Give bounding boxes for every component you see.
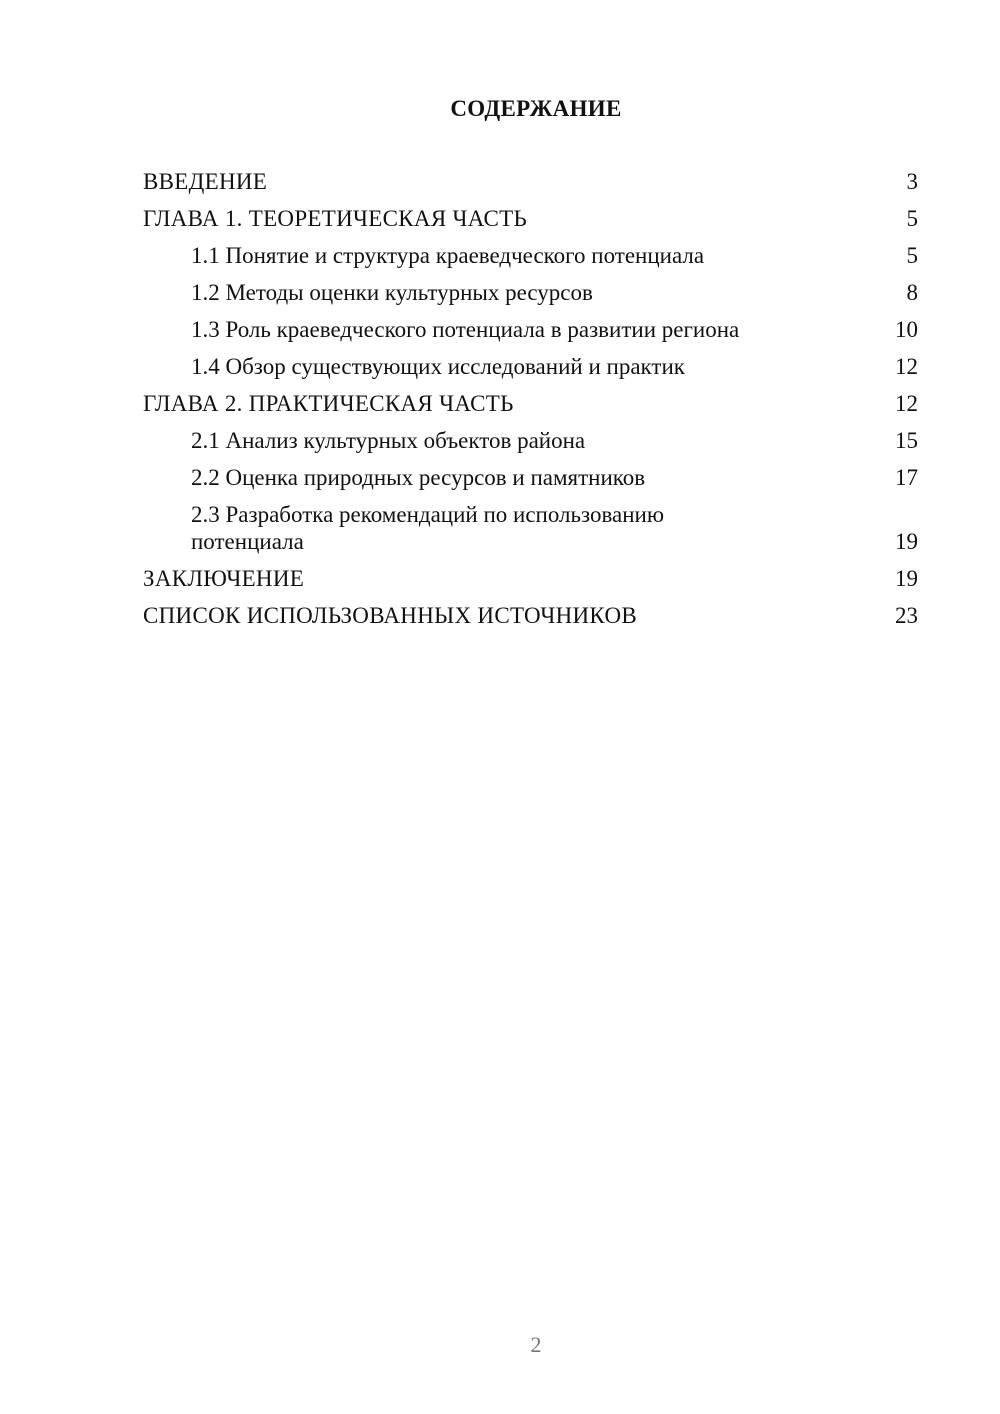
toc-entry-page: 15 <box>895 428 918 453</box>
toc-entry-label: ГЛАВА 2. ПРАКТИЧЕСКАЯ ЧАСТЬ <box>143 391 514 416</box>
page-number: 2 <box>530 1332 542 1357</box>
toc-entry-label: 1.4 Обзор существующих исследований и практик <box>191 354 685 379</box>
toc-entry-page: 19 <box>895 529 918 554</box>
toc-entry-page: 12 <box>895 391 918 416</box>
toc-entry-references[interactable] <box>143 602 918 629</box>
toc-entry-section-1-2[interactable] <box>143 279 918 306</box>
toc-entry-chapter-2[interactable] <box>143 390 918 417</box>
toc-entry-page: 23 <box>895 603 918 628</box>
toc-entry-label: 2.2 Оценка природных ресурсов и памятников <box>191 465 646 490</box>
toc-entry-page: 17 <box>895 465 918 490</box>
toc-entry-page: 3 <box>906 169 918 194</box>
toc-entry-label: ВВЕДЕНИЕ <box>143 169 268 194</box>
toc-entry-chapter-1[interactable] <box>143 205 918 232</box>
table-of-contents <box>143 168 918 639</box>
toc-entry-label: 2.1 Анализ культурных объектов района <box>191 428 586 453</box>
page-title: СОДЕРЖАНИЕ <box>450 96 622 121</box>
toc-entry-section-2-3[interactable] <box>143 501 918 555</box>
toc-entry-page: 5 <box>906 206 918 231</box>
toc-entry-introduction[interactable] <box>143 168 918 195</box>
toc-entry-page: 19 <box>895 566 918 591</box>
toc-entry-section-2-2[interactable] <box>143 464 918 491</box>
toc-entry-section-1-3[interactable] <box>143 316 918 343</box>
toc-entry-label: 1.1 Понятие и структура краеведческого потенциала <box>191 243 705 268</box>
toc-entry-label: СПИСОК ИСПОЛЬЗОВАННЫХ ИСТОЧНИКОВ <box>143 603 638 628</box>
toc-entry-label: ГЛАВА 1. ТЕОРЕТИЧЕСКАЯ ЧАСТЬ <box>143 206 528 231</box>
toc-entry-section-1-4[interactable] <box>143 353 918 380</box>
toc-entry-page: 5 <box>906 243 918 268</box>
toc-entry-section-1-1[interactable] <box>143 242 918 269</box>
toc-entry-page: 8 <box>906 280 918 305</box>
toc-entry-page: 12 <box>895 354 918 379</box>
toc-entry-section-2-1[interactable] <box>143 427 918 454</box>
toc-entry-label: 1.2 Методы оценки культурных ресурсов <box>191 280 593 305</box>
toc-entry-label: 1.3 Роль краеведческого потенциала в развитии региона <box>191 317 740 342</box>
toc-entry-conclusion[interactable] <box>143 565 918 592</box>
toc-entry-page: 10 <box>895 317 918 342</box>
toc-entry-label: ЗАКЛЮЧЕНИЕ <box>143 566 305 591</box>
toc-entry-label: 2.3 Разработка рекомендаций по использованию потенциала <box>191 502 665 554</box>
